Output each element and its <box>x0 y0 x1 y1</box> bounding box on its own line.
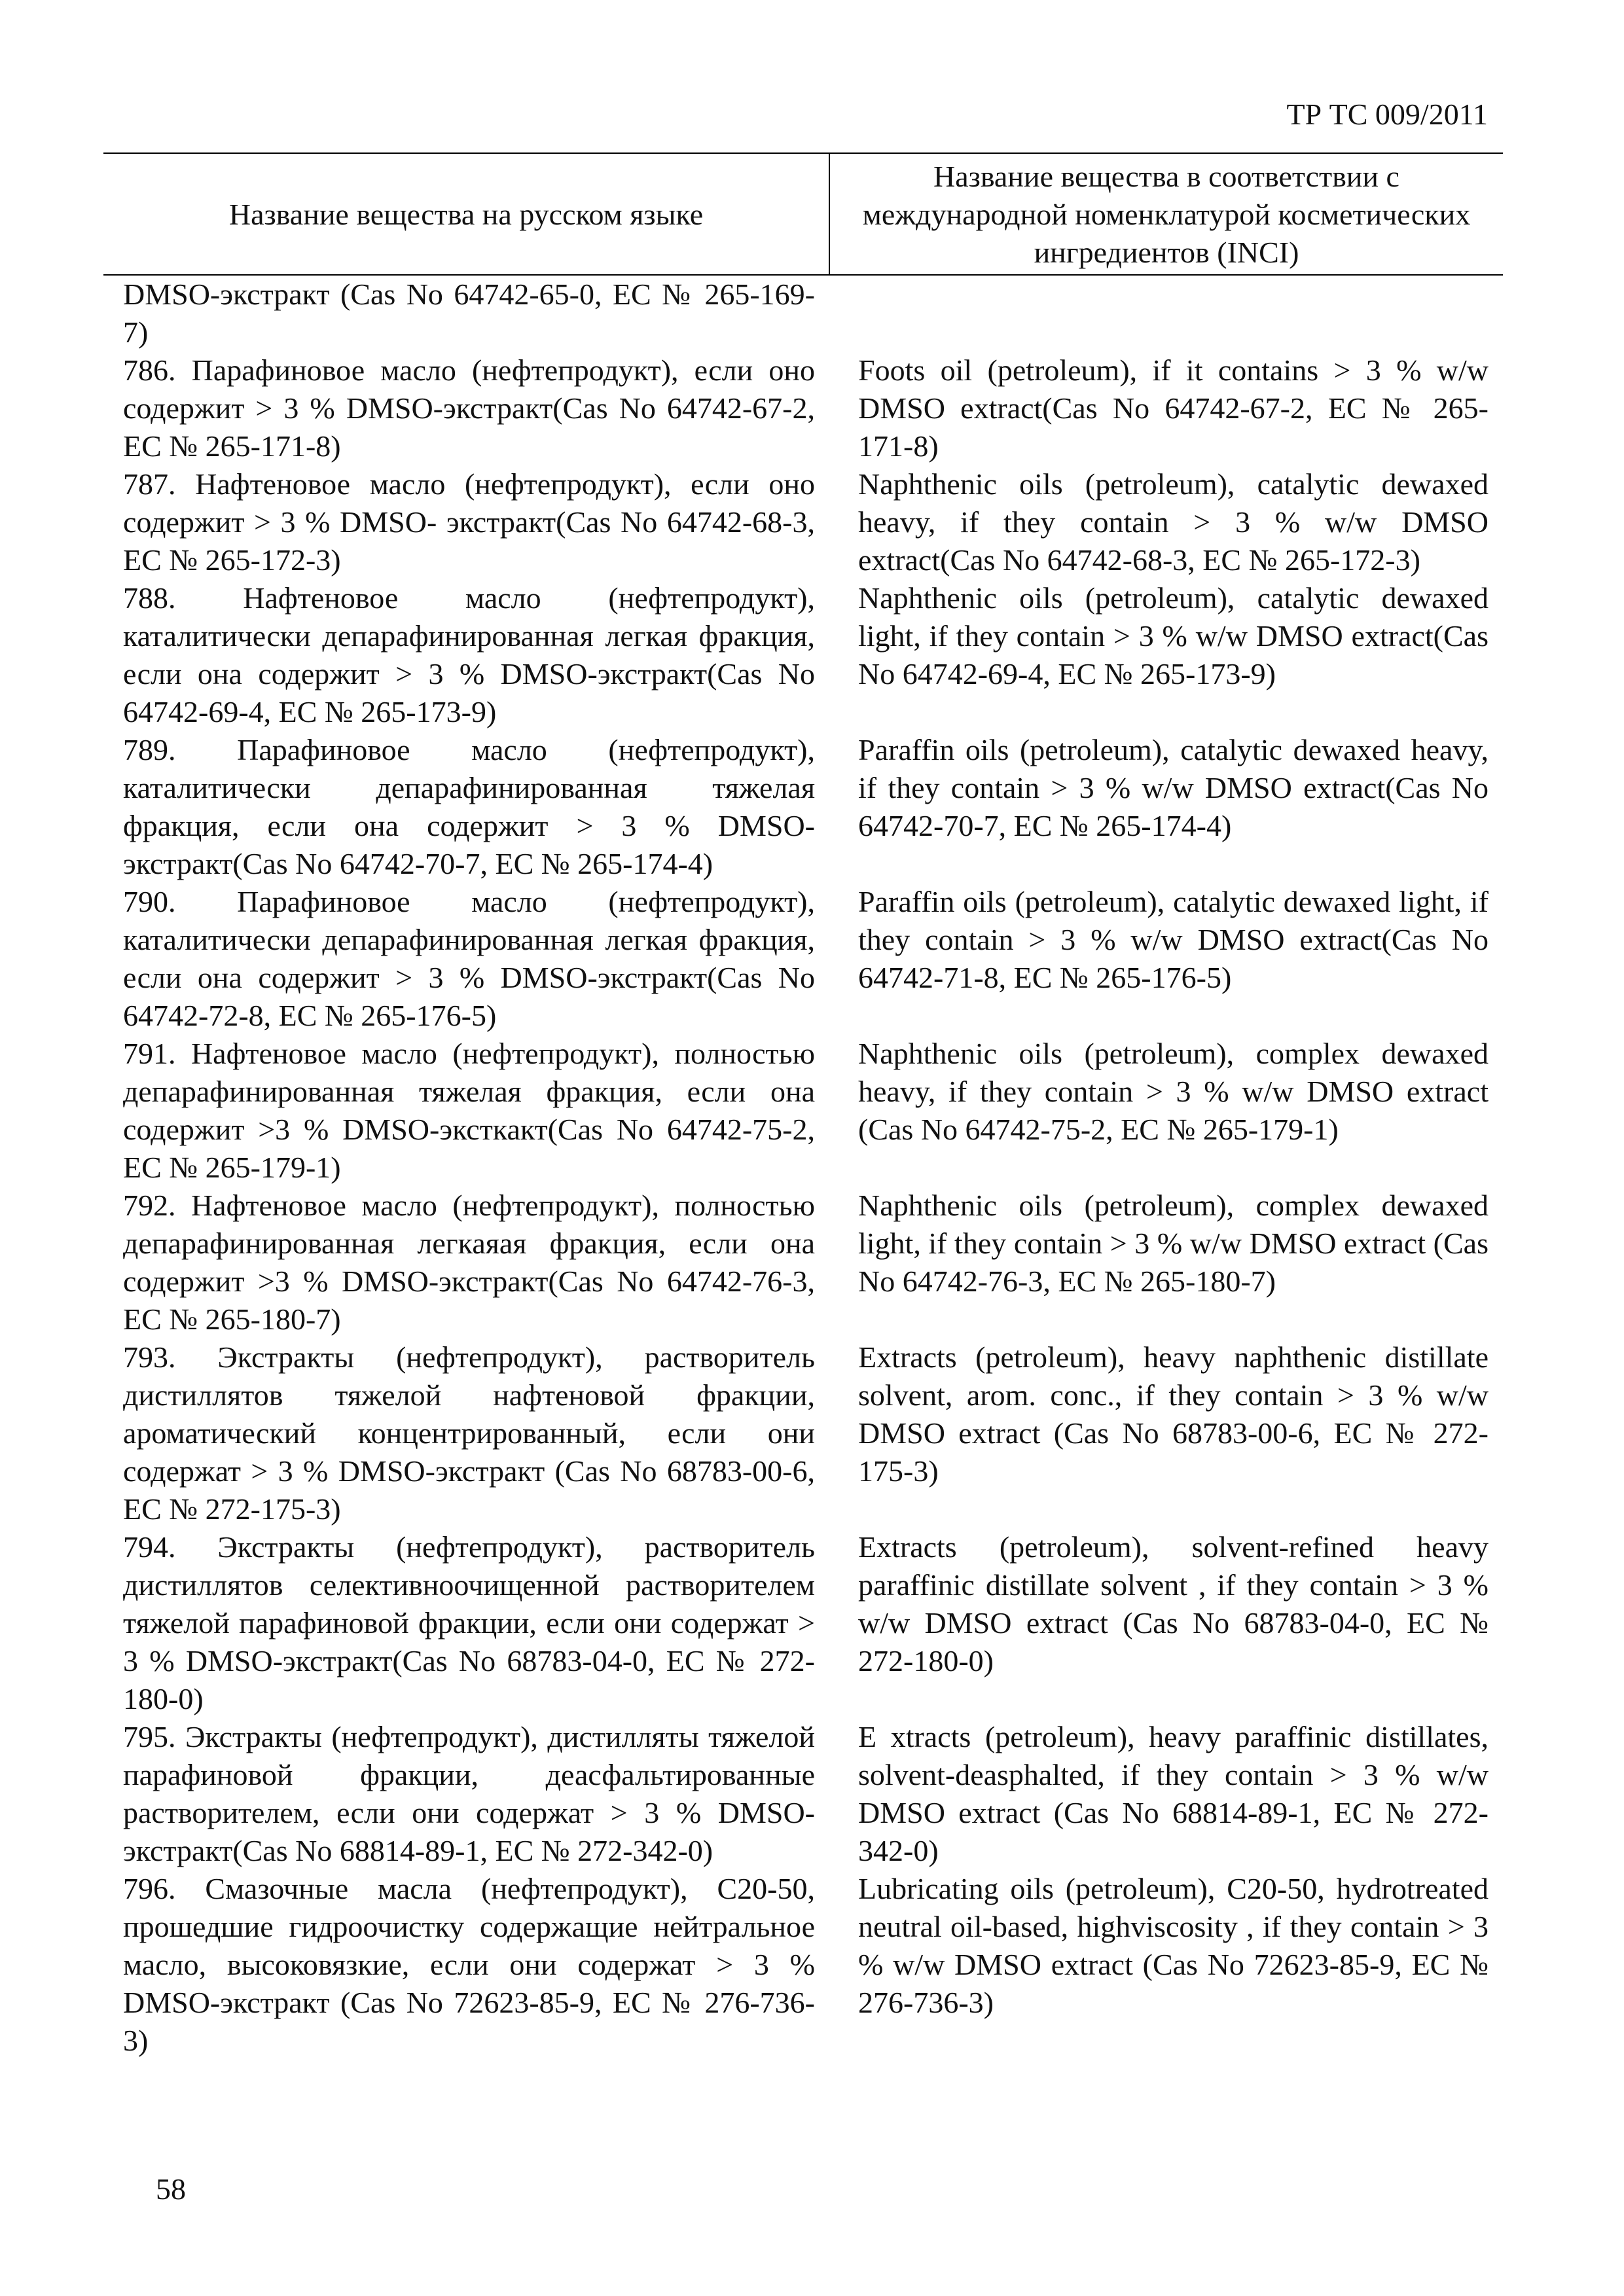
russian-name-text: 786. Парафиновое масло (нефтепродукт), если оно содержит > 3 % DMSO-экстракт(Cas No 64742-67-2, ЕС № 265-171-8) <box>123 353 815 463</box>
table-row <box>103 579 1503 731</box>
table-row <box>103 1528 1503 1718</box>
russian-name-cell <box>103 1035 829 1187</box>
inci-name-text: Naphthenic oils (petroleum), catalytic dewaxed light, if they contain > 3 % w/w DMSO extract(Cas No 64742-69-4, EC № 265-173-9) <box>858 581 1489 691</box>
table-row <box>103 883 1503 1035</box>
inci-name-cell <box>829 1338 1503 1528</box>
russian-name-cell <box>103 883 829 1035</box>
table-row <box>103 465 1503 579</box>
inci-name-text: Naphthenic oils (petroleum), catalytic dewaxed heavy, if they contain > 3 % w/w DMSO extract(Cas No 64742-68-3, EC № 265-172-3) <box>858 467 1489 577</box>
russian-name-cell <box>103 1528 829 1718</box>
russian-name-cell <box>103 351 829 465</box>
table-row <box>103 1338 1503 1528</box>
inci-name-cell <box>829 579 1503 731</box>
inci-name-text: Naphthenic oils (petroleum), complex dewaxed light, if they contain > 3 % w/w DMSO extract (Cas No 64742-76-3, EC № 265-180-7) <box>858 1189 1489 1298</box>
russian-name-text: 787. Нафтеновое масло (нефтепродукт), если оно содержит > 3 % DMSO- экстракт(Cas No 64742-68-3, ЕС № 265-172-3) <box>123 467 815 577</box>
inci-name-cell <box>829 465 1503 579</box>
table-row <box>103 1870 1503 2060</box>
russian-name-text: 788. Нафтеновое масло (нефтепродукт), каталитически депарафинированная легкая фракция, если она содержит > 3 % DMSO-экстракт(Cas No 64742-69-4, ЕС № 265-173-9) <box>123 581 815 728</box>
russian-name-text: 793. Экстракты (нефтепродукт), растворитель дистиллятов тяжелой нафтеновой фракции, ароматический концентрированный, если они содержат > 3 % DMSO-экстракт (Cas No 68783-00-6, ЕС № 272-175-3) <box>123 1340 815 1526</box>
inci-name-cell <box>829 1035 1503 1187</box>
inci-name-text: Extracts (petroleum), heavy naphthenic distillate solvent, arom. conc., if they contain > 3 % w/w DMSO extract (Cas No 68783-00-6, EC № 272-175-3) <box>858 1340 1489 1488</box>
inci-name-text: Paraffin oils (petroleum), catalytic dewaxed heavy, if they contain > 3 % w/w DMSO extract(Cas No 64742-70-7, EC № 265-174-4) <box>858 733 1489 842</box>
russian-name-text: 792. Нафтеновое масло (нефтепродукт), полностью депарафинированная легкаяая фракция, если она содержит >3 % DMSO-экстракт(Cas No 64742-76-3, ЕС № 265-180-7) <box>123 1189 815 1336</box>
substances-table <box>103 152 1503 2060</box>
table-row <box>103 1187 1503 1338</box>
inci-name-cell <box>829 883 1503 1035</box>
inci-name-text: E xtracts (petroleum), heavy paraffinic distillates, solvent-deasphalted, if they contain > 3 % w/w DMSO extract (Cas No 68814-89-1, EC № 272-342-0) <box>858 1720 1489 1867</box>
table-row <box>103 351 1503 465</box>
table-row <box>103 1035 1503 1187</box>
russian-name-cell <box>103 465 829 579</box>
russian-name-cell <box>103 1718 829 1870</box>
inci-name-text: Naphthenic oils (petroleum), complex dewaxed heavy, if they contain > 3 % w/w DMSO extract (Cas No 64742-75-2, EC № 265-179-1) <box>858 1037 1489 1146</box>
page-number: 58 <box>156 2172 186 2206</box>
inci-name-text: Paraffin oils (petroleum), catalytic dewaxed light, if they contain > 3 % w/w DMSO extract(Cas No 64742-71-8, EC № 265-176-5) <box>858 885 1489 994</box>
inci-name-cell <box>829 275 1503 351</box>
column-header-inci: Название вещества в соответствии с международной номенклатурой косметических ингредиентов (INCI) <box>829 153 1503 275</box>
russian-name-cell <box>103 1187 829 1338</box>
inci-name-text: Lubricating oils (petroleum), C20-50, hydrotreated neutral oil-based, highviscosity , if they contain > 3 % w/w DMSO extract (Cas No 72623-85-9, EC № 276-736-3) <box>858 1872 1489 2019</box>
russian-name-text: 790. Парафиновое масло (нефтепродукт), каталитически депарафинированная легкая фракция, если она содержит > 3 % DMSO-экстракт(Cas No 64742-72-8, ЕС № 265-176-5) <box>123 885 815 1032</box>
russian-name-text: 791. Нафтеновое масло (нефтепродукт), полностью депарафинированная тяжелая фракция, если она содержит >3 % DMSO-эксткакт(Cas No 64742-75-2, ЕС № 265-179-1) <box>123 1037 815 1184</box>
russian-name-cell <box>103 275 829 351</box>
russian-name-cell <box>103 731 829 883</box>
table-row <box>103 1718 1503 1870</box>
inci-name-text: Extracts (petroleum), solvent-refined heavy paraffinic distillate solvent , if they contain > 3 % w/w DMSO extract (Cas No 68783-04-0, EC № 272-180-0) <box>858 1530 1489 1677</box>
russian-name-cell <box>103 1870 829 2060</box>
russian-name-cell <box>103 1338 829 1528</box>
table-row <box>103 731 1503 883</box>
russian-name-text: DMSO-экстракт (Cas No 64742-65-0, ЕС № 265-169-7) <box>123 278 815 349</box>
russian-name-cell <box>103 579 829 731</box>
inci-name-cell <box>829 1528 1503 1718</box>
inci-name-cell <box>829 1718 1503 1870</box>
inci-name-cell <box>829 1870 1503 2060</box>
column-header-russian: Название вещества на русском языке <box>103 153 829 275</box>
russian-name-text: 794. Экстракты (нефтепродукт), растворитель дистиллятов селективноочищенной растворителем тяжелой парафиновой фракции, если они содержат > 3 % DMSO-экстракт(Cas No 68783-04-0, ЕС № 272-180-0) <box>123 1530 815 1715</box>
inci-name-text: Foots oil (petroleum), if it contains > 3 % w/w DMSO extract(Cas No 64742-67-2, EC № 265-171-8) <box>858 353 1489 463</box>
russian-name-text: 796. Смазочные масла (нефтепродукт), C20-50, прошедшие гидроочистку содержащие нейтральное масло, высоковязкие, если они содержат > 3 % DMSO-экстракт (Cas No 72623-85-9, ЕС № 276-736-3) <box>123 1872 815 2057</box>
inci-name-cell <box>829 1187 1503 1338</box>
inci-name-cell <box>829 731 1503 883</box>
russian-name-text: 789. Парафиновое масло (нефтепродукт), каталитически депарафинированная тяжелая фракция, если она содержит > 3 % DMSO-экстракт(Cas No 64742-70-7, ЕС № 265-174-4) <box>123 733 815 880</box>
document-code: ТР ТС 009/2011 <box>1286 98 1488 131</box>
table-header-row <box>103 153 1503 275</box>
table-row <box>103 275 1503 351</box>
inci-name-cell <box>829 351 1503 465</box>
russian-name-text: 795. Экстракты (нефтепродукт), дистилляты тяжелой парафиновой фракции, деасфальтированные растворителем, если они содержат > 3 % DMSO-экстракт(Cas No 68814-89-1, ЕС № 272-342-0) <box>123 1720 815 1867</box>
